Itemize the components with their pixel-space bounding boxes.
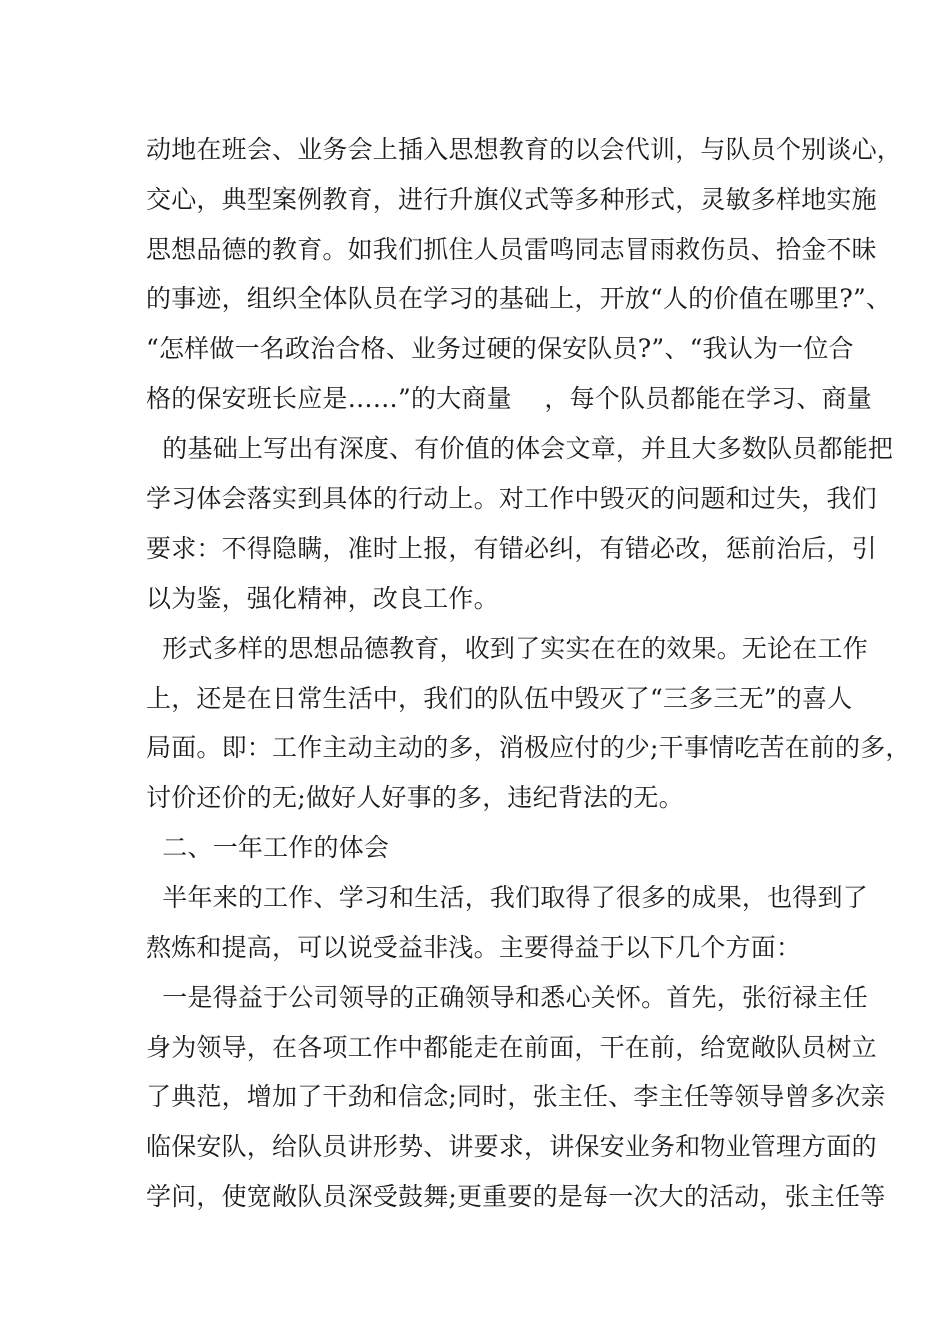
- text-line: 形式多样的思想品德教育，收到了实实在在的效果。无论在工作: [146, 634, 868, 663]
- text-line: 要求：不得隐瞒，准时上报，有错必纠，有错必改，惩前治后，引: [146, 534, 877, 563]
- section-heading: 二、一年工作的体会: [146, 833, 390, 862]
- text-line: 一是得益于公司领导的正确领导和悉心关怀。首先，张衍禄主任: [146, 983, 868, 1012]
- text-line: 交心，典型案例教育，进行升旗仪式等多种形式，灵敏多样地实施: [146, 185, 877, 214]
- text-line: 思想品德的教育。如我们抓住人员雷鸣同志冒雨救伤员、拾金不昧: [146, 235, 877, 264]
- text-line: 的事迹，组织全体队员在学习的基础上，开放“人的价值在哪里?”、: [146, 284, 892, 313]
- text-line: 熬炼和提高，可以说受益非浅。主要得益于以下几个方面：: [146, 933, 802, 962]
- text-line: “怎样做一名政治合格、业务过硬的保安队员?”、“我认为一位合: [146, 334, 854, 363]
- text-line: 局面。即：工作主动主动的多，消极应付的少;干事情吃苦在前的多，: [146, 733, 911, 762]
- text-line: 格的保安班长应是……”的大商量 ，每个队员都能在学习、商量: [146, 384, 872, 413]
- text-line: 了典范，增加了干劲和信念;同时，张主任、李主任等领导曾多次亲: [146, 1082, 886, 1111]
- text-line: 学问，使宽敞队员深受鼓舞;更重要的是每一次大的活动，张主任等: [146, 1182, 886, 1211]
- text-line: 学习体会落实到具体的行动上。对工作中毁灭的问题和过失，我们: [146, 484, 877, 513]
- text-line: 上，还是在日常生活中，我们的队伍中毁灭了“三多三无”的喜人: [146, 684, 853, 713]
- text-line: 身为领导，在各项工作中都能走在前面，干在前，给宽敞队员树立: [146, 1033, 877, 1062]
- text-line: 动地在班会、业务会上插入思想教育的以会代训，与队员个别谈心，: [146, 135, 903, 164]
- text-line: 讨价还价的无;做好人好事的多，违纪背法的无。: [146, 783, 684, 812]
- text-line: 半年来的工作、学习和生活，我们取得了很多的成果，也得到了: [146, 883, 868, 912]
- text-line: 的基础上写出有深度、有价值的体会文章，并且大多数队员都能把: [146, 434, 894, 463]
- text-line: 临保安队，给队员讲形势、讲要求，讲保安业务和物业管理方面的: [146, 1132, 877, 1161]
- text-line: 以为鉴，强化精神，改良工作。: [146, 584, 499, 613]
